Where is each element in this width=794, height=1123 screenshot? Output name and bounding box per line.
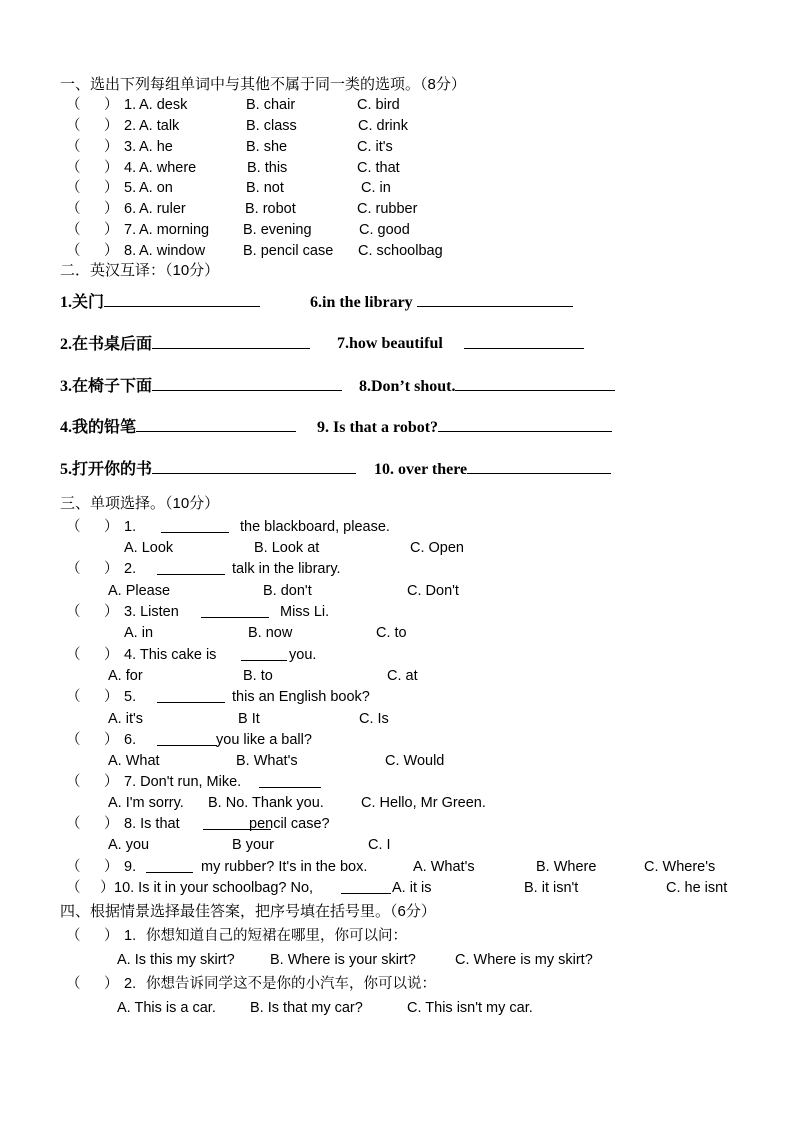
answer-paren-close[interactable]: ）: [104, 201, 119, 217]
option-a[interactable]: A. What's: [413, 859, 475, 875]
question-number: 6.: [124, 201, 137, 217]
answer-paren-open[interactable]: （: [66, 222, 81, 238]
question-prompt: 你想知道自己的短裙在哪里，你可以问：: [146, 928, 407, 944]
section1-title: 一、选出下列每组单词中与其他不属于同一类的选项。（8分）: [60, 76, 466, 93]
question-number: 2.: [124, 561, 137, 577]
translation-label: 2.在书桌后面: [60, 336, 153, 353]
answer-paren-close[interactable]: ）: [104, 243, 119, 259]
option-b[interactable]: B. don't: [263, 583, 312, 599]
question-stem: Miss Li.: [280, 604, 330, 620]
question-number: 5.: [124, 689, 137, 705]
option-c[interactable]: C. Would: [385, 753, 445, 769]
answer-paren-close[interactable]: ）: [104, 928, 119, 944]
option-a[interactable]: A. you: [108, 837, 150, 853]
answer-paren-open[interactable]: （: [66, 519, 81, 535]
answer-blank[interactable]: [241, 646, 287, 661]
option-a[interactable]: A. it is: [392, 880, 432, 896]
question-stem: you like a ball?: [216, 732, 312, 748]
answer-paren-open[interactable]: （: [66, 928, 81, 944]
option-c[interactable]: C. to: [376, 625, 407, 641]
question-stem: pencil case?: [249, 816, 330, 832]
answer-blank[interactable]: [464, 334, 584, 349]
option-b[interactable]: B. not: [246, 180, 284, 196]
option-c[interactable]: C. drink: [358, 118, 408, 134]
question-number: 1.: [124, 519, 137, 535]
option-c[interactable]: C. Open: [410, 540, 464, 556]
answer-blank[interactable]: [157, 731, 217, 746]
translation-item-4: [60, 417, 296, 438]
translation-item-8: [359, 376, 615, 397]
translation-label: 6.in the library: [310, 294, 413, 311]
answer-paren-close[interactable]: ）: [104, 976, 119, 992]
translation-label: 4.我的铅笔: [60, 419, 137, 436]
answer-blank[interactable]: [157, 560, 225, 575]
answer-paren-close[interactable]: ）: [104, 519, 119, 535]
answer-paren-open[interactable]: （: [66, 774, 81, 790]
translation-item-9: [317, 417, 612, 438]
option-b[interactable]: B. Where: [536, 859, 597, 875]
option-a[interactable]: A. This is a car.: [117, 1000, 216, 1016]
translation-label: 7.how beautiful: [337, 335, 443, 352]
question-number: 9.: [124, 859, 137, 875]
question-stem: the blackboard, please.: [240, 519, 390, 535]
option-c[interactable]: C. I: [368, 837, 391, 853]
answer-paren-open[interactable]: （: [66, 561, 81, 577]
answer-paren-open[interactable]: （: [66, 689, 81, 705]
answer-blank[interactable]: [467, 459, 611, 474]
option-c[interactable]: C. Hello, Mr Green.: [361, 795, 486, 811]
question-stem: this an English book?: [232, 689, 370, 705]
answer-paren-open[interactable]: （: [66, 859, 81, 875]
answer-paren-close[interactable]: ）: [104, 816, 119, 832]
section2-title: 二．英汉互译：（10分）: [60, 262, 220, 279]
option-c[interactable]: C. that: [357, 160, 400, 176]
option-b[interactable]: B. now: [248, 625, 293, 641]
answer-paren-open[interactable]: （: [66, 647, 81, 663]
option-a[interactable]: A. for: [108, 668, 143, 684]
option-b[interactable]: B. What's: [236, 753, 298, 769]
translation-label: 3.在椅子下面: [60, 378, 153, 395]
question-number: 10. Is it in your schoolbag? No,: [114, 880, 314, 896]
option-a[interactable]: A. morning: [139, 222, 210, 238]
option-a[interactable]: A. What: [108, 753, 160, 769]
option-c[interactable]: C. Is: [359, 711, 389, 727]
answer-paren-open[interactable]: （: [66, 976, 81, 992]
answer-paren-open[interactable]: （: [66, 604, 81, 620]
translation-label: 1.关门: [60, 294, 105, 311]
option-c[interactable]: C. Don't: [407, 583, 459, 599]
answer-paren-close[interactable]: ）: [104, 732, 119, 748]
question-number: 2.: [124, 976, 137, 992]
translation-item-10: [374, 459, 611, 480]
answer-blank[interactable]: [136, 417, 296, 432]
answer-paren-close[interactable]: ）: [104, 647, 119, 663]
option-a[interactable]: A. ruler: [139, 201, 186, 217]
answer-paren-close[interactable]: ）: [104, 222, 119, 238]
option-a[interactable]: A. desk: [139, 97, 188, 113]
option-a[interactable]: A. Is this my skirt?: [117, 952, 235, 968]
answer-blank[interactable]: [201, 603, 269, 618]
question-number: 5.: [124, 180, 137, 196]
option-b[interactable]: B. chair: [246, 97, 296, 113]
question-number: 8.: [124, 243, 137, 259]
translation-item-1: [60, 292, 260, 313]
answer-blank-7[interactable]: [464, 334, 584, 355]
answer-paren-close[interactable]: ）: [104, 604, 119, 620]
option-c[interactable]: C. it's: [357, 139, 393, 155]
option-b[interactable]: B. evening: [243, 222, 312, 238]
option-a[interactable]: A. on: [139, 180, 173, 196]
option-c[interactable]: C. This isn't my car.: [407, 1000, 533, 1016]
option-a[interactable]: A. talk: [139, 118, 180, 134]
question-number: 7. Don't run, Mike.: [124, 774, 242, 790]
option-a[interactable]: A. it's: [108, 711, 143, 727]
question-number: 2.: [124, 118, 137, 134]
translation-item-3: [60, 376, 342, 397]
option-b[interactable]: B. this: [247, 160, 288, 176]
option-a[interactable]: A. window: [139, 243, 206, 259]
question-number: 3. Listen: [124, 604, 179, 620]
option-a[interactable]: A. he: [139, 139, 173, 155]
answer-paren-open[interactable]: （: [66, 180, 81, 196]
option-b[interactable]: B. it isn't: [524, 880, 579, 896]
option-a[interactable]: A. in: [124, 625, 154, 641]
answer-paren-close[interactable]: ）: [104, 859, 119, 875]
option-c[interactable]: C. rubber: [357, 201, 418, 217]
option-b[interactable]: B. No. Thank you.: [208, 795, 324, 811]
option-a[interactable]: A. I'm sorry.: [108, 795, 184, 811]
answer-blank[interactable]: [104, 292, 260, 307]
option-b[interactable]: B. class: [246, 118, 297, 134]
question-prompt: 你想告诉同学这不是你的小汽车，你可以说：: [146, 976, 436, 992]
question-number: 8. Is that: [124, 816, 180, 832]
option-c[interactable]: C. Where's: [644, 859, 716, 875]
option-c[interactable]: C. he isnt: [666, 880, 728, 896]
answer-paren-open[interactable]: （: [66, 880, 81, 896]
answer-paren-open[interactable]: （: [66, 118, 81, 134]
translation-label: 10. over there: [374, 461, 468, 478]
question-number: 4.: [124, 160, 137, 176]
option-c[interactable]: C. bird: [357, 97, 400, 113]
translation-label: 5.打开你的书: [60, 461, 153, 478]
option-b[interactable]: B. Is that my car?: [250, 1000, 363, 1016]
answer-blank[interactable]: [157, 688, 225, 703]
option-b[interactable]: B. to: [243, 668, 273, 684]
translation-label: 9. Is that a robot?: [317, 419, 439, 436]
option-c[interactable]: C. Where is my skirt?: [455, 952, 593, 968]
answer-paren-open[interactable]: （: [66, 243, 81, 259]
answer-blank[interactable]: [417, 292, 573, 307]
answer-blank[interactable]: [152, 376, 342, 391]
option-a[interactable]: A. Please: [108, 583, 171, 599]
answer-blank[interactable]: [438, 417, 612, 432]
answer-paren-open[interactable]: （: [66, 201, 81, 217]
question-number: 4. This cake is: [124, 647, 217, 663]
option-b[interactable]: B It: [238, 711, 260, 727]
option-a[interactable]: A. where: [139, 160, 197, 176]
option-b[interactable]: B your: [232, 837, 274, 853]
translation-label: 8.Don’t shout.: [359, 378, 456, 395]
option-b[interactable]: B. she: [246, 139, 288, 155]
question-stem: my rubber? It's in the box.: [201, 859, 368, 875]
answer-paren-close[interactable]: ）: [104, 97, 119, 113]
answer-paren-open[interactable]: （: [66, 160, 81, 176]
option-b[interactable]: B. Look at: [254, 540, 320, 556]
question-number: 6.: [124, 732, 137, 748]
answer-paren-close[interactable]: ）: [104, 118, 119, 134]
question-number: 1.: [124, 928, 137, 944]
question-stem: you.: [289, 647, 317, 663]
answer-blank[interactable]: [259, 773, 321, 788]
answer-blank[interactable]: [455, 376, 615, 391]
question-stem: talk in the library.: [232, 561, 341, 577]
option-a[interactable]: A. Look: [124, 540, 174, 556]
option-b[interactable]: B. pencil case: [243, 243, 334, 259]
option-b[interactable]: B. robot: [245, 201, 296, 217]
answer-paren-open[interactable]: （: [66, 139, 81, 155]
answer-blank[interactable]: [152, 334, 310, 349]
section3-title: 三、单项选择。（10分）: [60, 495, 220, 512]
answer-blank[interactable]: [161, 518, 229, 533]
translation-item-2: [60, 334, 310, 355]
answer-paren-open[interactable]: （: [66, 732, 81, 748]
option-c[interactable]: C. at: [387, 668, 418, 684]
option-c[interactable]: C. good: [359, 222, 410, 238]
answer-paren-close[interactable]: ）: [104, 689, 119, 705]
option-c[interactable]: C. in: [361, 180, 391, 196]
option-c[interactable]: C. schoolbag: [358, 243, 443, 259]
answer-blank[interactable]: [152, 459, 356, 474]
question-number: 3.: [124, 139, 137, 155]
question-number: 7.: [124, 222, 137, 238]
translation-item-5: [60, 459, 356, 480]
answer-paren-close[interactable]: ）: [104, 139, 119, 155]
answer-paren-open[interactable]: （: [66, 97, 81, 113]
translation-item-7: [337, 334, 443, 354]
answer-blank[interactable]: [146, 858, 193, 873]
answer-paren-close[interactable]: ）: [104, 774, 119, 790]
answer-paren-close[interactable]: ）: [104, 180, 119, 196]
answer-paren-close[interactable]: ）: [104, 561, 119, 577]
answer-paren-close[interactable]: ）: [100, 880, 115, 896]
translation-item-6: [310, 292, 573, 313]
section4-title: 四、根据情景选择最佳答案，把序号填在括号里。（6分）: [60, 903, 436, 920]
answer-paren-open[interactable]: （: [66, 816, 81, 832]
question-number: 1.: [124, 97, 137, 113]
answer-blank[interactable]: [341, 879, 391, 894]
option-b[interactable]: B. Where is your skirt?: [270, 952, 416, 968]
answer-paren-close[interactable]: ）: [104, 160, 119, 176]
